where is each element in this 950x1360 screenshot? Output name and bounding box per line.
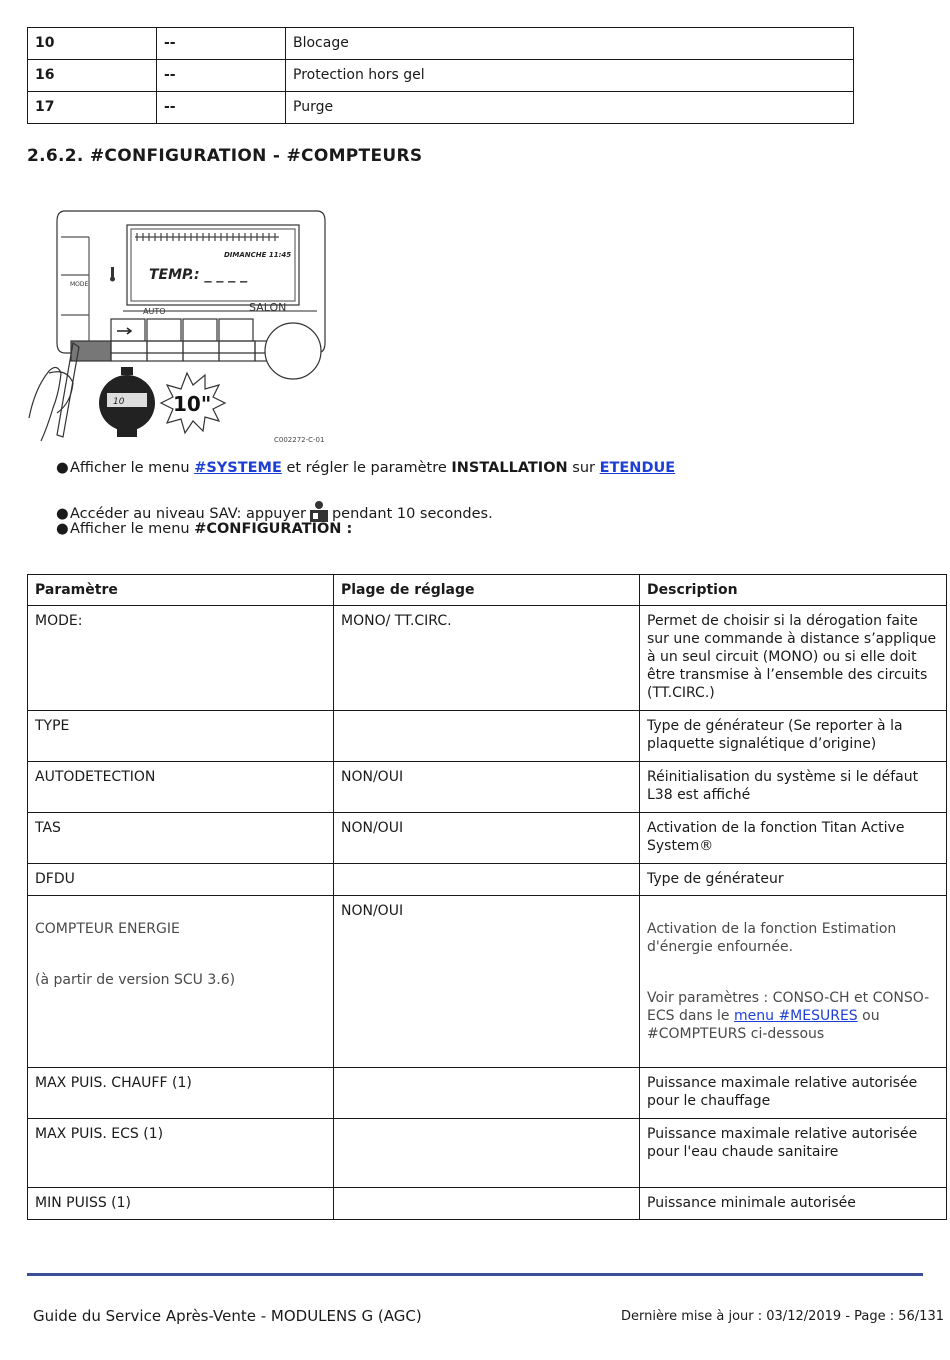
desc-cell [640, 896, 947, 1068]
label-cell: Protection hors gel [286, 60, 854, 92]
bullet-icon: ● [56, 521, 69, 537]
dash-cell: -- [157, 60, 286, 92]
etendue-link[interactable]: ETENDUE [599, 460, 676, 476]
table-row [28, 896, 947, 1068]
lcd-auto: AUTO [143, 307, 166, 316]
desc-cell: Type de générateur [640, 864, 947, 896]
desc-cell: Puissance minimale autorisée [640, 1188, 947, 1220]
code-cell: 16 [28, 60, 157, 92]
lcd-salon: SALON [249, 301, 287, 314]
lcd-temp: TEMP.: _ _ _ _ [149, 267, 248, 283]
table-row [28, 60, 854, 92]
desc-cell: Activation de la fonction Titan Active System® [640, 813, 947, 864]
desc-cell: Puissance maximale relative autorisée pour l'eau chaude sanitaire [640, 1119, 947, 1188]
footer-guide-title: Guide du Service Après-Vente - MODULENS G (AGC) [33, 1307, 422, 1325]
param-cell: MODE: [28, 606, 334, 711]
side-mode-label: MODE [70, 281, 89, 288]
bullet-icon: ● [56, 460, 69, 476]
dash-cell: -- [157, 28, 286, 60]
range-cell: NON/OUI [334, 813, 640, 864]
arrow-icon [117, 328, 131, 334]
desc-cell: Permet de choisir si la dérogation faite sur une commande à distance s’applique à un seul circuit (MONO) ou si elle doit être transmise à l’ensemble des circuits (TT.CIRC.) [640, 606, 947, 711]
param-cell: DFDU [28, 864, 334, 896]
range-cell [334, 1119, 640, 1188]
thermometer-icon [110, 267, 115, 282]
section-heading: 2.6.2. #CONFIGURATION - #COMPTEURS [27, 146, 423, 166]
param-cell: MAX PUIS. ECS (1) [28, 1119, 334, 1188]
code-cell: 17 [28, 92, 157, 124]
range-cell [334, 864, 640, 896]
mesures-menu-link[interactable]: menu #MESURES [734, 1008, 858, 1024]
table-row [28, 1119, 947, 1188]
energy-desc-1: Activation de la fonction Estimation d'énergie enfournée. [647, 921, 897, 955]
stopwatch-digits: 10 [113, 397, 125, 407]
table-row [28, 92, 854, 124]
range-cell [334, 1188, 640, 1220]
table-row [28, 762, 947, 813]
param-cell: TAS [28, 813, 334, 864]
instruction-bullet: ●Afficher le menu #CONFIGURATION : [56, 521, 353, 537]
range-cell: MONO/ TT.CIRC. [334, 606, 640, 711]
footer-divider [27, 1273, 923, 1276]
lcd-day-time: DIMANCHE 11:45 [224, 251, 292, 259]
energy-desc-2: Voir paramètres : CONSO-CH et CONSO-ECS dans le menu #MESURES ou #COMPTEURS ci-dessous [647, 990, 930, 1042]
table-row [28, 606, 947, 711]
timer-label: 10" [173, 392, 212, 416]
parameter-table [27, 574, 947, 1220]
range-cell: NON/OUI [334, 896, 640, 1068]
param-cell: TYPE [28, 711, 334, 762]
table-row [28, 28, 854, 60]
param-cell: MIN PUISS (1) [28, 1188, 334, 1220]
table-header-row [28, 575, 947, 606]
param-cell: AUTODETECTION [28, 762, 334, 813]
header-range: Plage de réglage [334, 575, 640, 606]
energy-param: COMPTEUR ENERGIE [35, 921, 180, 937]
control-panel-illustration [27, 203, 347, 448]
figure-code: C002272-C-01 [274, 436, 325, 444]
param-cell: MAX PUIS. CHAUFF (1) [28, 1068, 334, 1119]
table-row [28, 1068, 947, 1119]
instruction-bullet: ●Afficher le menu #SYSTEME et régler le paramètre INSTALLATION sur ETENDUE [56, 460, 676, 476]
desc-cell: Puissance maximale relative autorisée pour le chauffage [640, 1068, 947, 1119]
range-cell: NON/OUI [334, 762, 640, 813]
table-row [28, 1188, 947, 1220]
desc-cell: Type de générateur (Se reporter à la plaquette signalétique d’origine) [640, 711, 947, 762]
label-cell: Blocage [286, 28, 854, 60]
energy-param-note: (à partir de version SCU 3.6) [35, 972, 236, 988]
bullet-icon: ● [56, 506, 69, 522]
sav-button-icon [309, 500, 329, 522]
status-code-table [27, 27, 854, 124]
dash-cell: -- [157, 92, 286, 124]
param-cell [28, 896, 334, 1068]
table-row [28, 864, 947, 896]
desc-cell: Réinitialisation du système si le défaut L38 est affiché [640, 762, 947, 813]
range-cell [334, 711, 640, 762]
header-param: Paramètre [28, 575, 334, 606]
table-row [28, 813, 947, 864]
header-desc: Description [640, 575, 947, 606]
label-cell: Purge [286, 92, 854, 124]
footer-page-info: Dernière mise à jour : 03/12/2019 - Page : 56/131 [621, 1309, 944, 1324]
table-row [28, 711, 947, 762]
code-cell: 10 [28, 28, 157, 60]
range-cell [334, 1068, 640, 1119]
stopwatch-icon [99, 367, 155, 437]
instruction-bullet: ●Accéder au niveau SAV: appuyer pendant 10 secondes. [56, 500, 493, 522]
systeme-menu-link[interactable]: #SYSTEME [194, 460, 282, 476]
